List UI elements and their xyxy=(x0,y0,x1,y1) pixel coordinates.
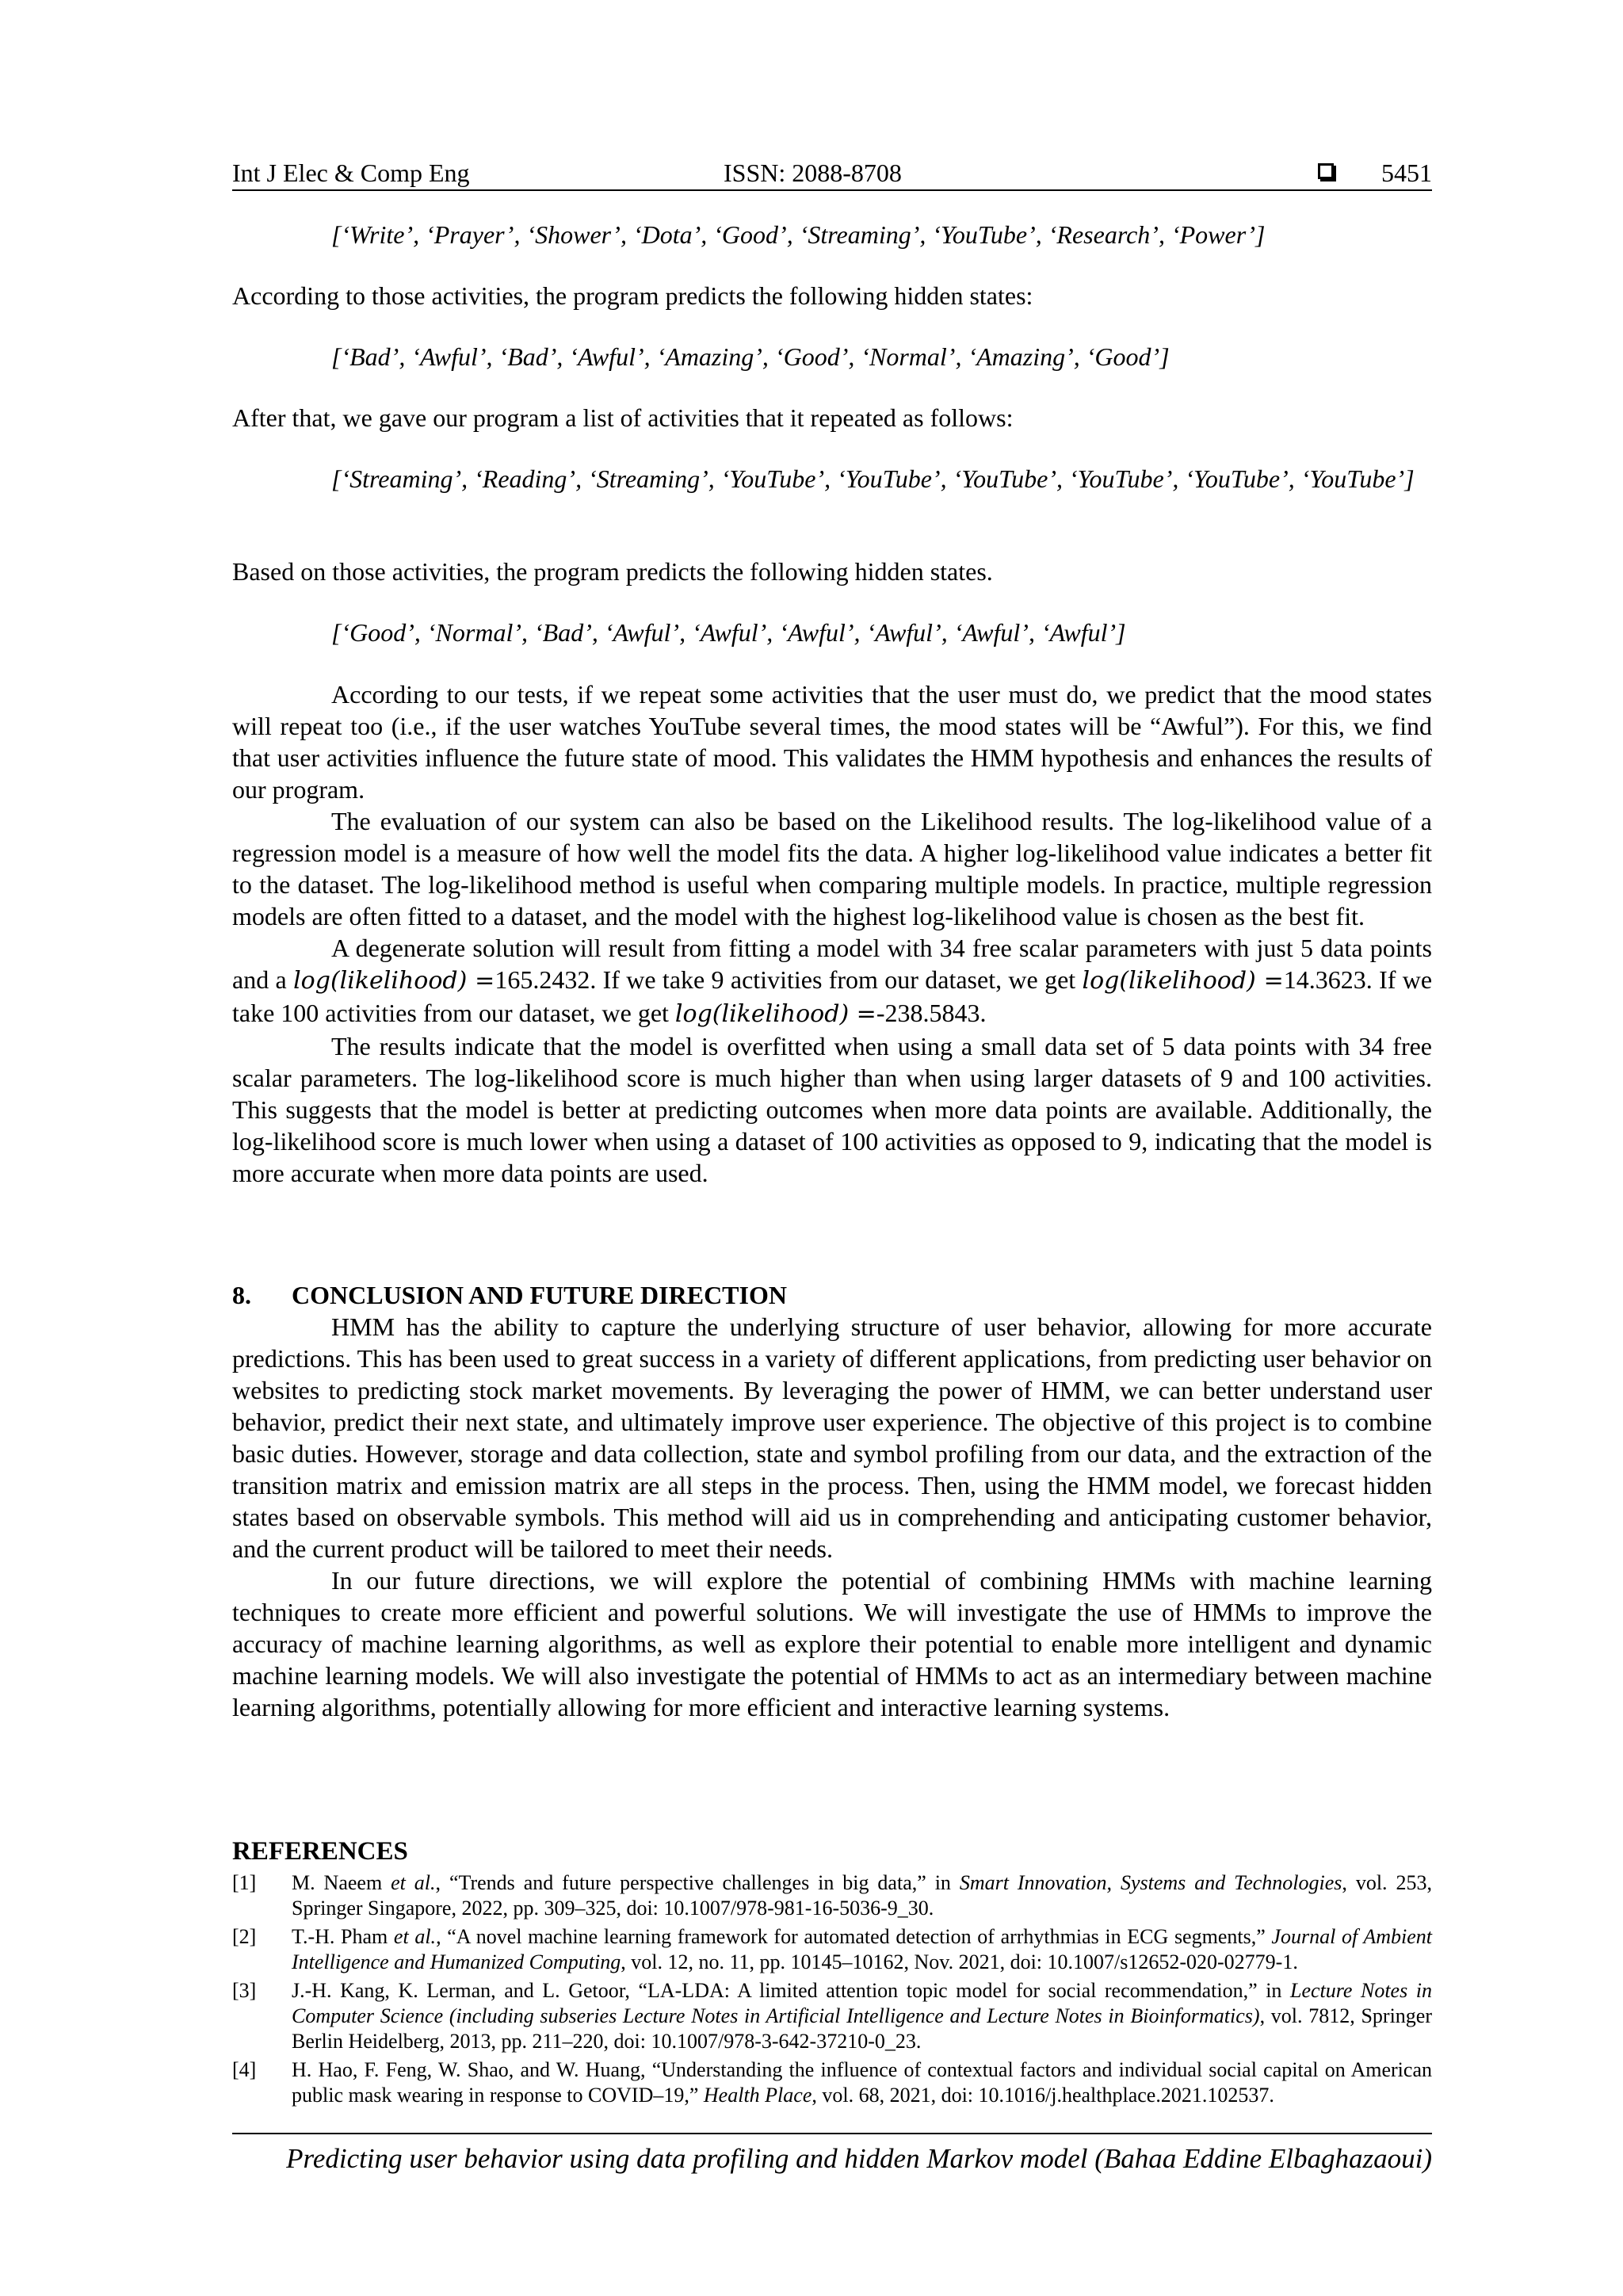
hidden-states-list-1: [‘Bad’, ‘Awful’, ‘Bad’, ‘Awful’, ‘Amazing’, ‘Good’, ‘Normal’, ‘Amazing’, ‘Good’] xyxy=(331,342,1170,371)
references-heading: REFERENCES xyxy=(232,1837,408,1866)
reference-etal: et al. xyxy=(391,1871,436,1894)
reference-item xyxy=(232,1870,1432,1921)
math-log-likelihood-2: log(likelihood) = xyxy=(1082,967,1284,995)
reference-text: , vol. 7812, Springer Berlin Heidelberg, 2013, pp. 211–220, doi: 10.1007/978-3-642-37210-0_23. xyxy=(292,2004,1432,2053)
activity-list-1: [‘Write’, ‘Prayer’, ‘Shower’, ‘Dota’, ‘Good’, ‘Streaming’, ‘YouTube’, ‘Research’, ‘Power’] xyxy=(331,220,1266,249)
reference-number: [1] xyxy=(232,1871,257,1894)
paragraph-future: In our future directions, we will explore the potential of combining HMMs with machine learning techniques to create more efficient and powerful solutions. We will investigate the use of HMMs to improve the accuracy of machine learning algorithms, as well as explore their potential to enable more intelligent and dynamic machine learning models. We will also investigate the potential of HMMs to act as an intermediary between machine learning algorithms, potentially allowing for more efficient and interactive learning systems. xyxy=(232,1566,1432,1721)
reference-item xyxy=(232,1924,1432,1975)
conclusion-body xyxy=(232,1311,1432,1723)
section-number: 8. xyxy=(232,1281,251,1309)
reference-text: T.-H. Pham xyxy=(292,1925,394,1948)
section-heading xyxy=(232,1279,787,1311)
reference-item xyxy=(232,1978,1432,2054)
checkbox-square-icon xyxy=(1318,163,1334,179)
text-states-intro-2: Based on those activities, the program predicts the following hidden states. xyxy=(232,557,993,586)
reference-number: [3] xyxy=(232,1979,257,2002)
p3-text-d: -238.5843. xyxy=(876,999,987,1027)
reference-venue: Health Place xyxy=(703,2084,812,2107)
paragraph-conclusion: HMM has the ability to capture the underlying structure of user behavior, allowing for more accurate predictions. This has been used to great success in a variety of different applications, from predicting user behavior on websites to predicting stock market movements. By leveraging the power of HMM, we can better understand user behavior, predict their next state, and ultimately improve user experience. The objective of this project is to combine basic duties. However, storage and data collection, state and symbol profiling from our data, and the extraction of the transition matrix and emission matrix are all steps in the process. Then, using the HMM model, we forecast hidden states based on observable symbols. This method will aid us in comprehending and anticipating customer behavior, and the current product will be tailored to meet their needs. xyxy=(232,1312,1432,1563)
footer-rule xyxy=(232,2133,1432,2134)
reference-venue: Lecture Notes in Computer Science (including subseries Lecture Notes in Artificial Intelligence and Lecture Notes in Bioinformatics) xyxy=(292,1979,1432,2027)
reference-etal: et al. xyxy=(393,1925,437,1948)
reference-text: H. Hao, F. Feng, W. Shao, and W. Huang, “Understanding the influence of contextual factors and individual social capital on American public mask wearing in response to COVID–19,” xyxy=(292,2058,1432,2107)
references-list xyxy=(232,1870,1432,2111)
header-rule xyxy=(232,189,1432,191)
reference-text: , vol. 68, 2021, doi: 10.1016/j.healthplace.2021.102537. xyxy=(812,2084,1274,2107)
reference-text: , vol. 253, Springer Singapore, 2022, pp. 309–325, doi: 10.1007/978-981-16-5036-9_30. xyxy=(292,1871,1432,1920)
reference-number: [4] xyxy=(232,2058,257,2081)
running-header xyxy=(232,155,1432,190)
math-log-likelihood-3: log(likelihood) = xyxy=(674,1000,876,1028)
reference-text: , vol. 12, no. 11, pp. 10145–10162, Nov. 2021, doi: 10.1007/s12652-020-02779-1. xyxy=(621,1950,1298,1973)
section-title: CONCLUSION AND FUTURE DIRECTION xyxy=(292,1281,787,1309)
journal-name: Int J Elec & Comp Eng xyxy=(232,159,470,187)
paragraph-results: The results indicate that the model is overfitted when using a small data set of 5 data points with 34 free scalar parameters. The log-likelihood score is much higher than when using larger datasets of 9 and 100 activities. This suggests that the model is better at predicting outcomes when more data points are available. Additionally, the log-likelihood score is much lower when using a dataset of 100 activities as opposed to 9, indicating that the model is more accurate when more data points are used. xyxy=(232,1032,1432,1187)
page-number: 5451 xyxy=(1381,159,1432,187)
paragraph-degenerate xyxy=(232,932,1432,1030)
reference-text: J.-H. Kang, K. Lerman, and L. Getoor, “LA-LDA: A limited attention topic model for social recommendation,” in xyxy=(292,1979,1290,2002)
running-footer: Predicting user behavior using data profiling and hidden Markov model (Bahaa Eddine Elbaghazaoui) xyxy=(286,2143,1432,2174)
activity-list-2: [‘Streaming’, ‘Reading’, ‘Streaming’, ‘YouTube’, ‘YouTube’, ‘YouTube’, ‘YouTube’, ‘YouTube’, ‘YouTube’] xyxy=(331,464,1415,493)
reference-text: , “A novel machine learning framework for automated detection of arrhythmias in ECG segments,” xyxy=(436,1925,1272,1948)
reference-number: [2] xyxy=(232,1925,257,1948)
p3-text-c: 14.3623. If we take 100 activities from our dataset, we get xyxy=(232,965,1433,1027)
reference-venue: Journal of Ambient Intelligence and Humanized Computing xyxy=(292,1925,1432,1973)
body-paragraphs xyxy=(232,678,1432,1189)
reference-text: , “Trends and future perspective challenges in big data,” in xyxy=(435,1871,960,1894)
issn: ISSN: 2088-8708 xyxy=(724,159,902,187)
p3-text-a: A degenerate solution will result from fitting a model with 34 free scalar parameters with just 5 data points and a xyxy=(232,934,1432,994)
reference-text: M. Naeem xyxy=(292,1871,391,1894)
paragraph-tests: According to our tests, if we repeat some activities that the user must do, we predict that the mood states will repeat too (i.e., if the user watches YouTube several times, the mood states will be “Awful”). For this, we find that user activities influence the future state of mood. This validates the HMM hypothesis and enhances the results of our program. xyxy=(232,680,1432,804)
reference-item xyxy=(232,2057,1432,2108)
reference-venue: Smart Innovation, Systems and Technologies xyxy=(959,1871,1342,1894)
text-repeat-intro: After that, we gave our program a list of activities that it repeated as follows: xyxy=(232,403,1014,432)
math-log-likelihood-1: log(likelihood) = xyxy=(293,967,495,995)
p3-text-b: 165.2432. If we take 9 activities from our dataset, we get xyxy=(495,965,1083,994)
paragraph-likelihood: The evaluation of our system can also be based on the Likelihood results. The log-likelihood value of a regression model is a measure of how well the model fits the data. A higher log-likelihood value indicates a better fit to the dataset. The log-likelihood method is useful when comparing multiple models. In practice, multiple regression models are often fitted to a dataset, and the model with the highest log-likelihood value is chosen as the best fit. xyxy=(232,807,1432,930)
hidden-states-list-2: [‘Good’, ‘Normal’, ‘Bad’, ‘Awful’, ‘Awful’, ‘Awful’, ‘Awful’, ‘Awful’, ‘Awful’] xyxy=(331,618,1126,647)
text-states-intro-1: According to those activities, the program predicts the following hidden states: xyxy=(232,281,1033,310)
